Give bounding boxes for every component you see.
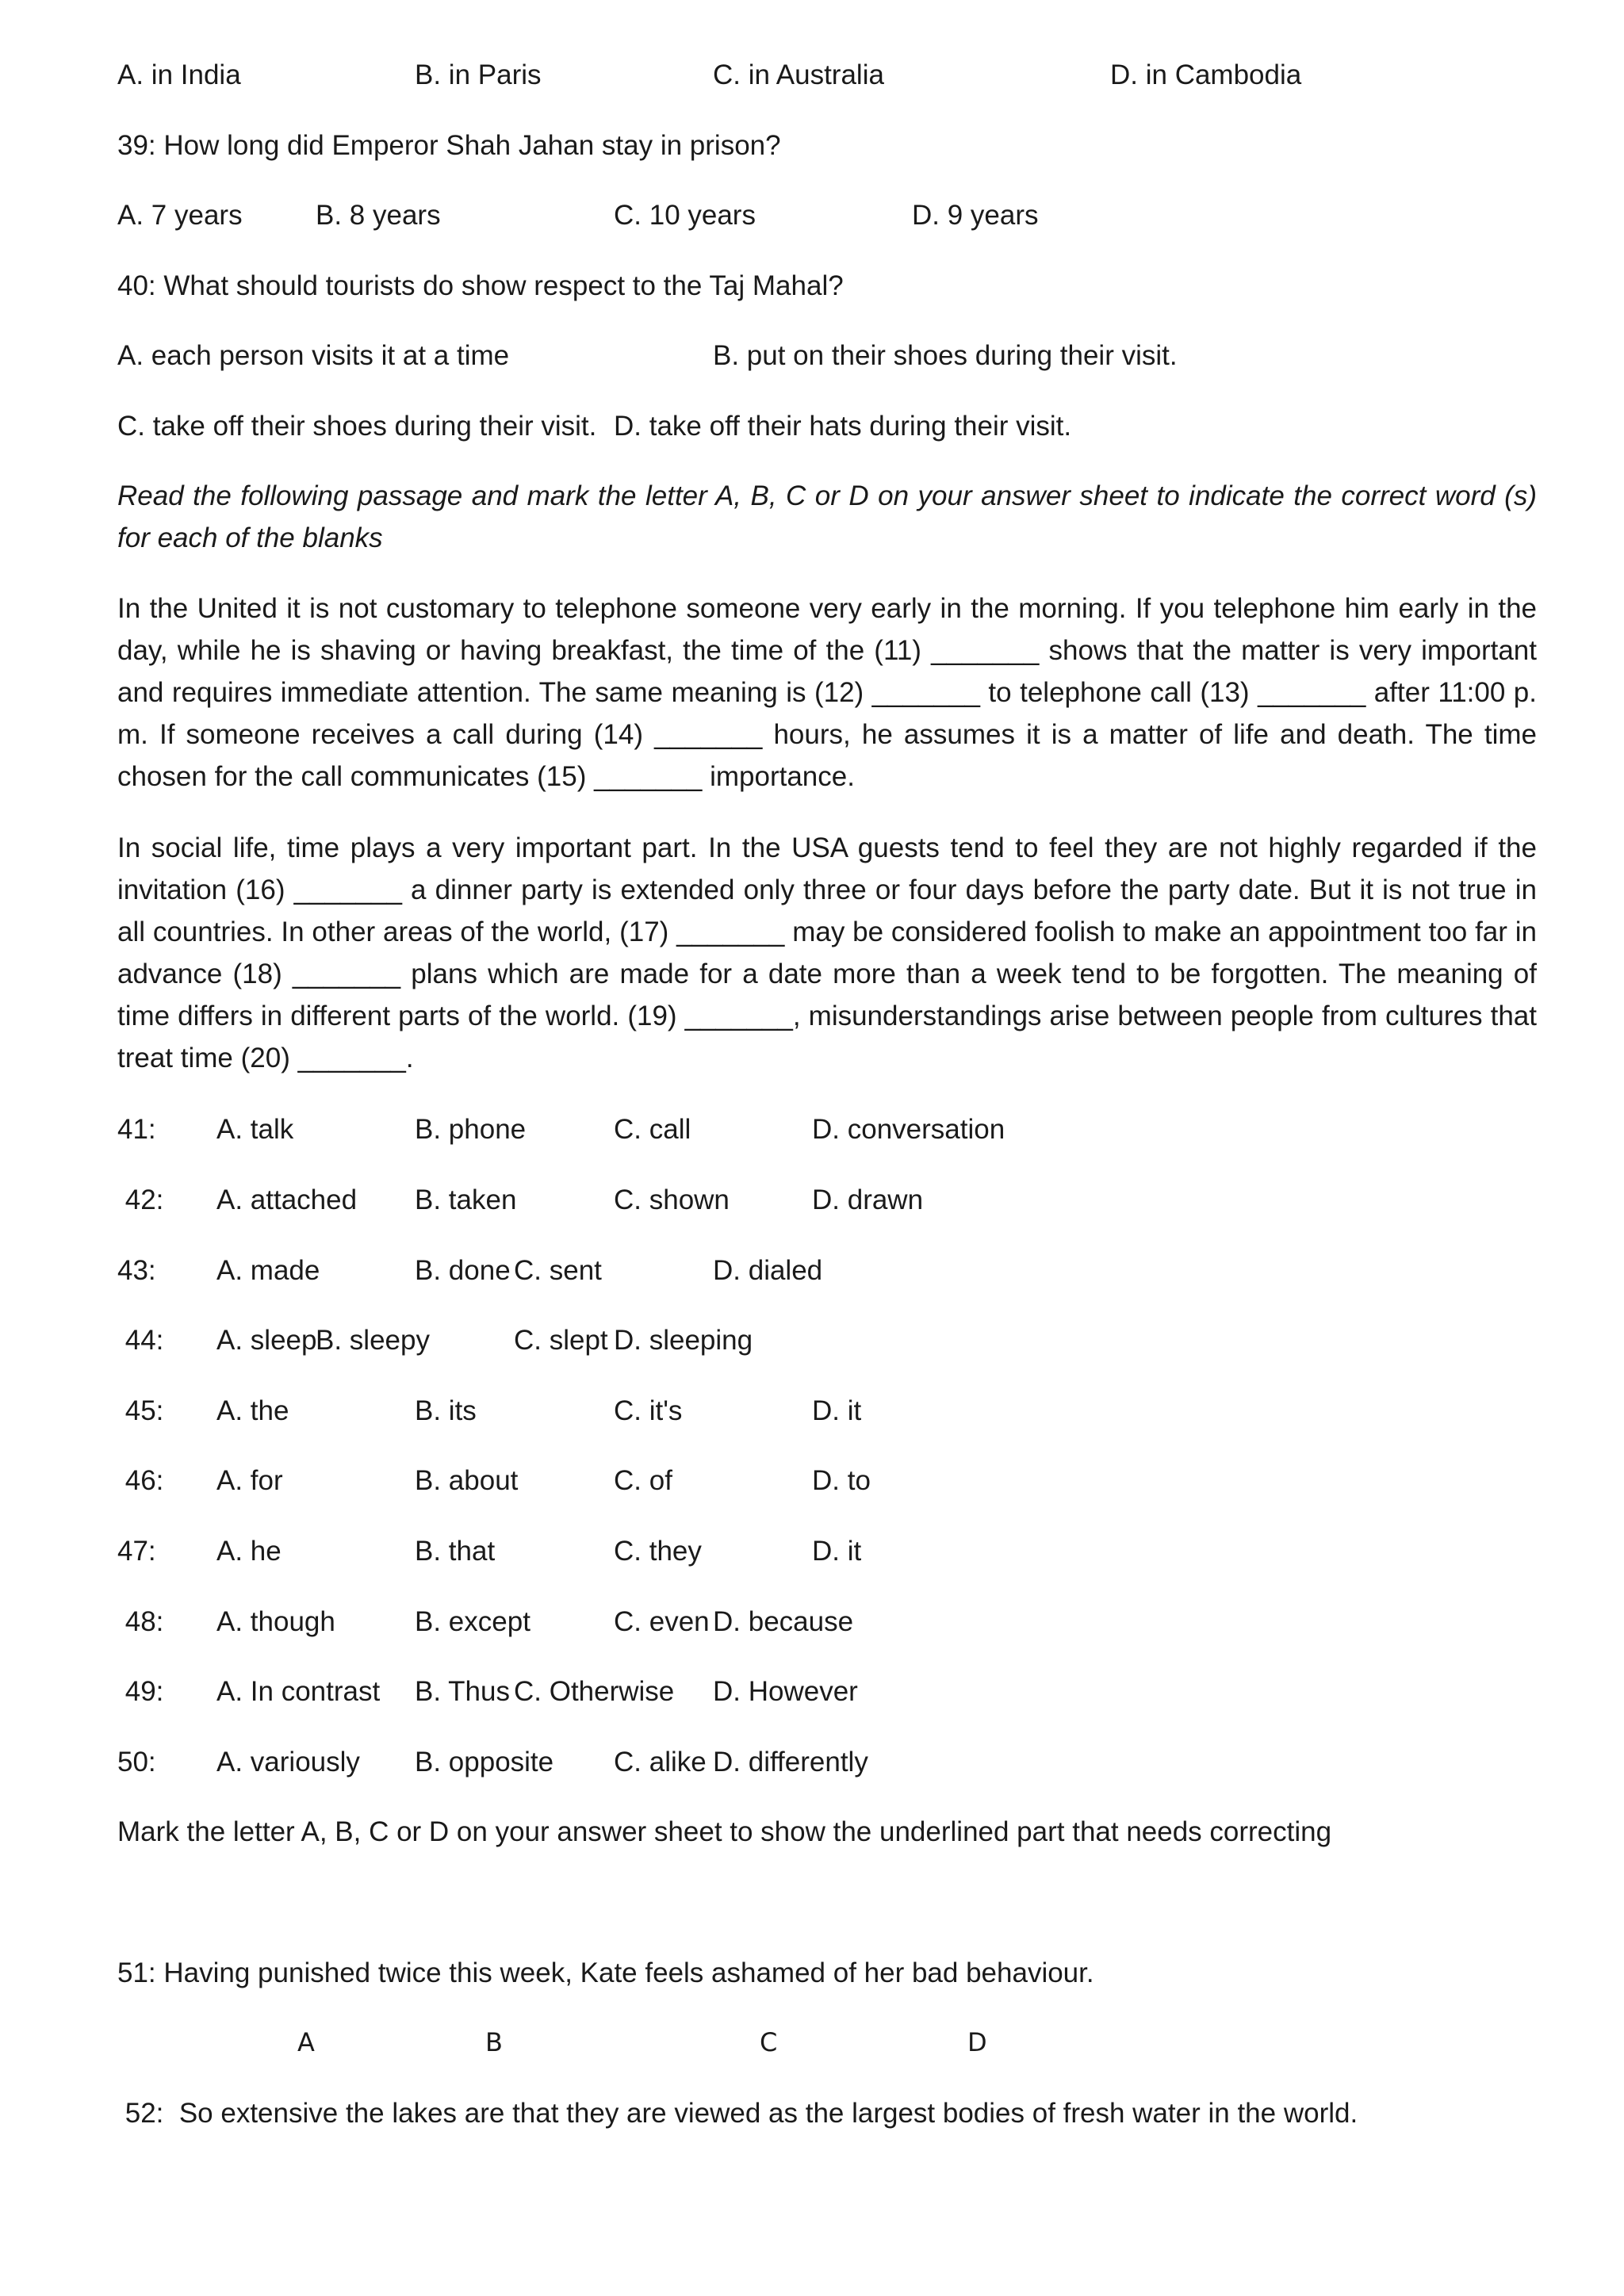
q38-option-d: D. in Cambodia [1110, 59, 1302, 90]
cloze-instruction [117, 475, 1537, 559]
q40-option-d: D. take off their hats during their visit. [614, 411, 1072, 442]
q51-sentence: 51: Having punished twice this week, Kate feels ashamed of her bad behaviour. [117, 1957, 1094, 1988]
q38-option-c: C. in Australia [713, 59, 884, 90]
answer-option-b: B. phone [415, 1114, 527, 1145]
answer-option-a: A. though [216, 1606, 335, 1637]
answer-option-d: D. sleeping [614, 1325, 753, 1356]
answer-option-c: C. sent [514, 1255, 602, 1286]
answer-option-b: B. done [415, 1255, 511, 1286]
q51-letter-b: B [485, 2027, 503, 2057]
q39-option-a: A. 7 years [117, 200, 243, 231]
answer-option-c: C. call [614, 1114, 691, 1145]
cloze-paragraph-1-text: In the United it is not customary to telephone someone very early in the morning. If you telephone him early in the day, while he is shaving or having breakfast, the time of the (11) _______ shows that the matter is very important and requires immediate attention. The same meaning is (12) _______ to telephone call (13) _______ after 11:00 p. m. If someone receives a call during (14) _______ hours, he assumes it is a matter of life and death. The time chosen for the call communicates (15) _______ importance. [117, 593, 1537, 792]
q39-option-d: D. 9 years [912, 200, 1039, 231]
answer-option-a: A. In contrast [216, 1676, 381, 1707]
answer-option-d: D. drawn [812, 1184, 924, 1215]
answer-option-a: A. the [216, 1395, 289, 1426]
answer-option-c: C. even [614, 1606, 710, 1637]
answer-number: 41: [117, 1114, 156, 1145]
answer-option-d: D. to [812, 1465, 871, 1496]
answer-option-b: B. except [415, 1606, 530, 1637]
q40-option-c: C. take off their shoes during their visit. [117, 411, 597, 442]
answer-option-d: D. However [713, 1676, 858, 1707]
answer-option-a: A. attached [216, 1184, 358, 1215]
answer-number: 46: [117, 1465, 164, 1496]
answer-number: 50: [117, 1747, 156, 1777]
answer-option-d: D. dialed [713, 1255, 823, 1286]
answer-option-d: D. because [713, 1606, 854, 1637]
answer-option-d: D. it [812, 1395, 862, 1426]
q51-letter-d: D [967, 2027, 987, 2057]
q40-option-a: A. each person visits it at a time [117, 340, 510, 371]
answer-option-b: B. its [415, 1395, 477, 1426]
answer-number: 42: [117, 1184, 164, 1215]
cloze-instruction-text: Read the following passage and mark the letter A, B, C or D on your answer sheet to indicate the correct word (s) for each of the blanks [117, 480, 1537, 553]
cloze-paragraph-2 [117, 827, 1537, 1079]
error-id-instruction: Mark the letter A, B, C or D on your answer sheet to show the underlined part that needs correcting [117, 1816, 1332, 1847]
answer-option-b: B. that [415, 1536, 496, 1567]
answer-number: 44: [117, 1325, 164, 1356]
answer-option-b: B. sleepy [316, 1325, 430, 1356]
answer-option-d: D. conversation [812, 1114, 1005, 1145]
q52-sentence: 52: So extensive the lakes are that they are viewed as the largest bodies of fresh water in the world. [117, 2098, 1358, 2129]
answer-number: 45: [117, 1395, 164, 1426]
answer-number: 49: [117, 1676, 164, 1707]
answer-option-a: A. variously [216, 1747, 360, 1777]
answer-option-b: B. Thus [415, 1676, 510, 1707]
answer-option-c: C. of [614, 1465, 672, 1496]
q38-option-b: B. in Paris [415, 59, 542, 90]
q40-option-b: B. put on their shoes during their visit. [713, 340, 1178, 371]
answer-number: 48: [117, 1606, 164, 1637]
q38-option-a: A. in India [117, 59, 241, 90]
answer-option-c: C. they [614, 1536, 702, 1567]
q39-question: 39: How long did Emperor Shah Jahan stay in prison? [117, 130, 781, 161]
answer-option-d: D. it [812, 1536, 862, 1567]
q40-question: 40: What should tourists do show respect to the Taj Mahal? [117, 270, 844, 301]
answer-option-b: B. taken [415, 1184, 517, 1215]
answer-number: 47: [117, 1536, 156, 1567]
q51-letter-c: C [760, 2027, 778, 2057]
answer-option-a: A. for [216, 1465, 283, 1496]
answer-option-a: A. he [216, 1536, 282, 1567]
answer-option-c: C. shown [614, 1184, 730, 1215]
answer-option-c: C. alike [614, 1747, 707, 1777]
answer-option-a: A. sleep [216, 1325, 317, 1356]
cloze-paragraph-1 [117, 587, 1537, 798]
cloze-paragraph-2-text: In social life, time plays a very important part. In the USA guests tend to feel they are not highly regarded if the invitation (16) _______ a dinner party is extended only three or four days before the party date. But it is not true in all countries. In other areas of the world, (17) _______ may be considered foolish to make an appointment too far in advance (18) _______ plans which are made for a date more than a week tend to be forgotten. The meaning of time differs in different parts of the world. (19) _______, misunderstandings arise between people from cultures that treat time (20) _______. [117, 832, 1537, 1073]
answer-option-a: A. made [216, 1255, 320, 1286]
answer-option-b: B. about [415, 1465, 519, 1496]
q51-letter-a: A [297, 2027, 315, 2057]
answer-option-c: C. slept [514, 1325, 608, 1356]
q39-option-c: C. 10 years [614, 200, 756, 231]
answer-option-c: C. it's [614, 1395, 683, 1426]
q39-option-b: B. 8 years [316, 200, 441, 231]
answer-option-a: A. talk [216, 1114, 294, 1145]
answer-number: 43: [117, 1255, 156, 1286]
answer-option-d: D. differently [713, 1747, 868, 1777]
answer-option-b: B. opposite [415, 1747, 554, 1777]
answer-option-c: C. Otherwise [514, 1676, 675, 1707]
